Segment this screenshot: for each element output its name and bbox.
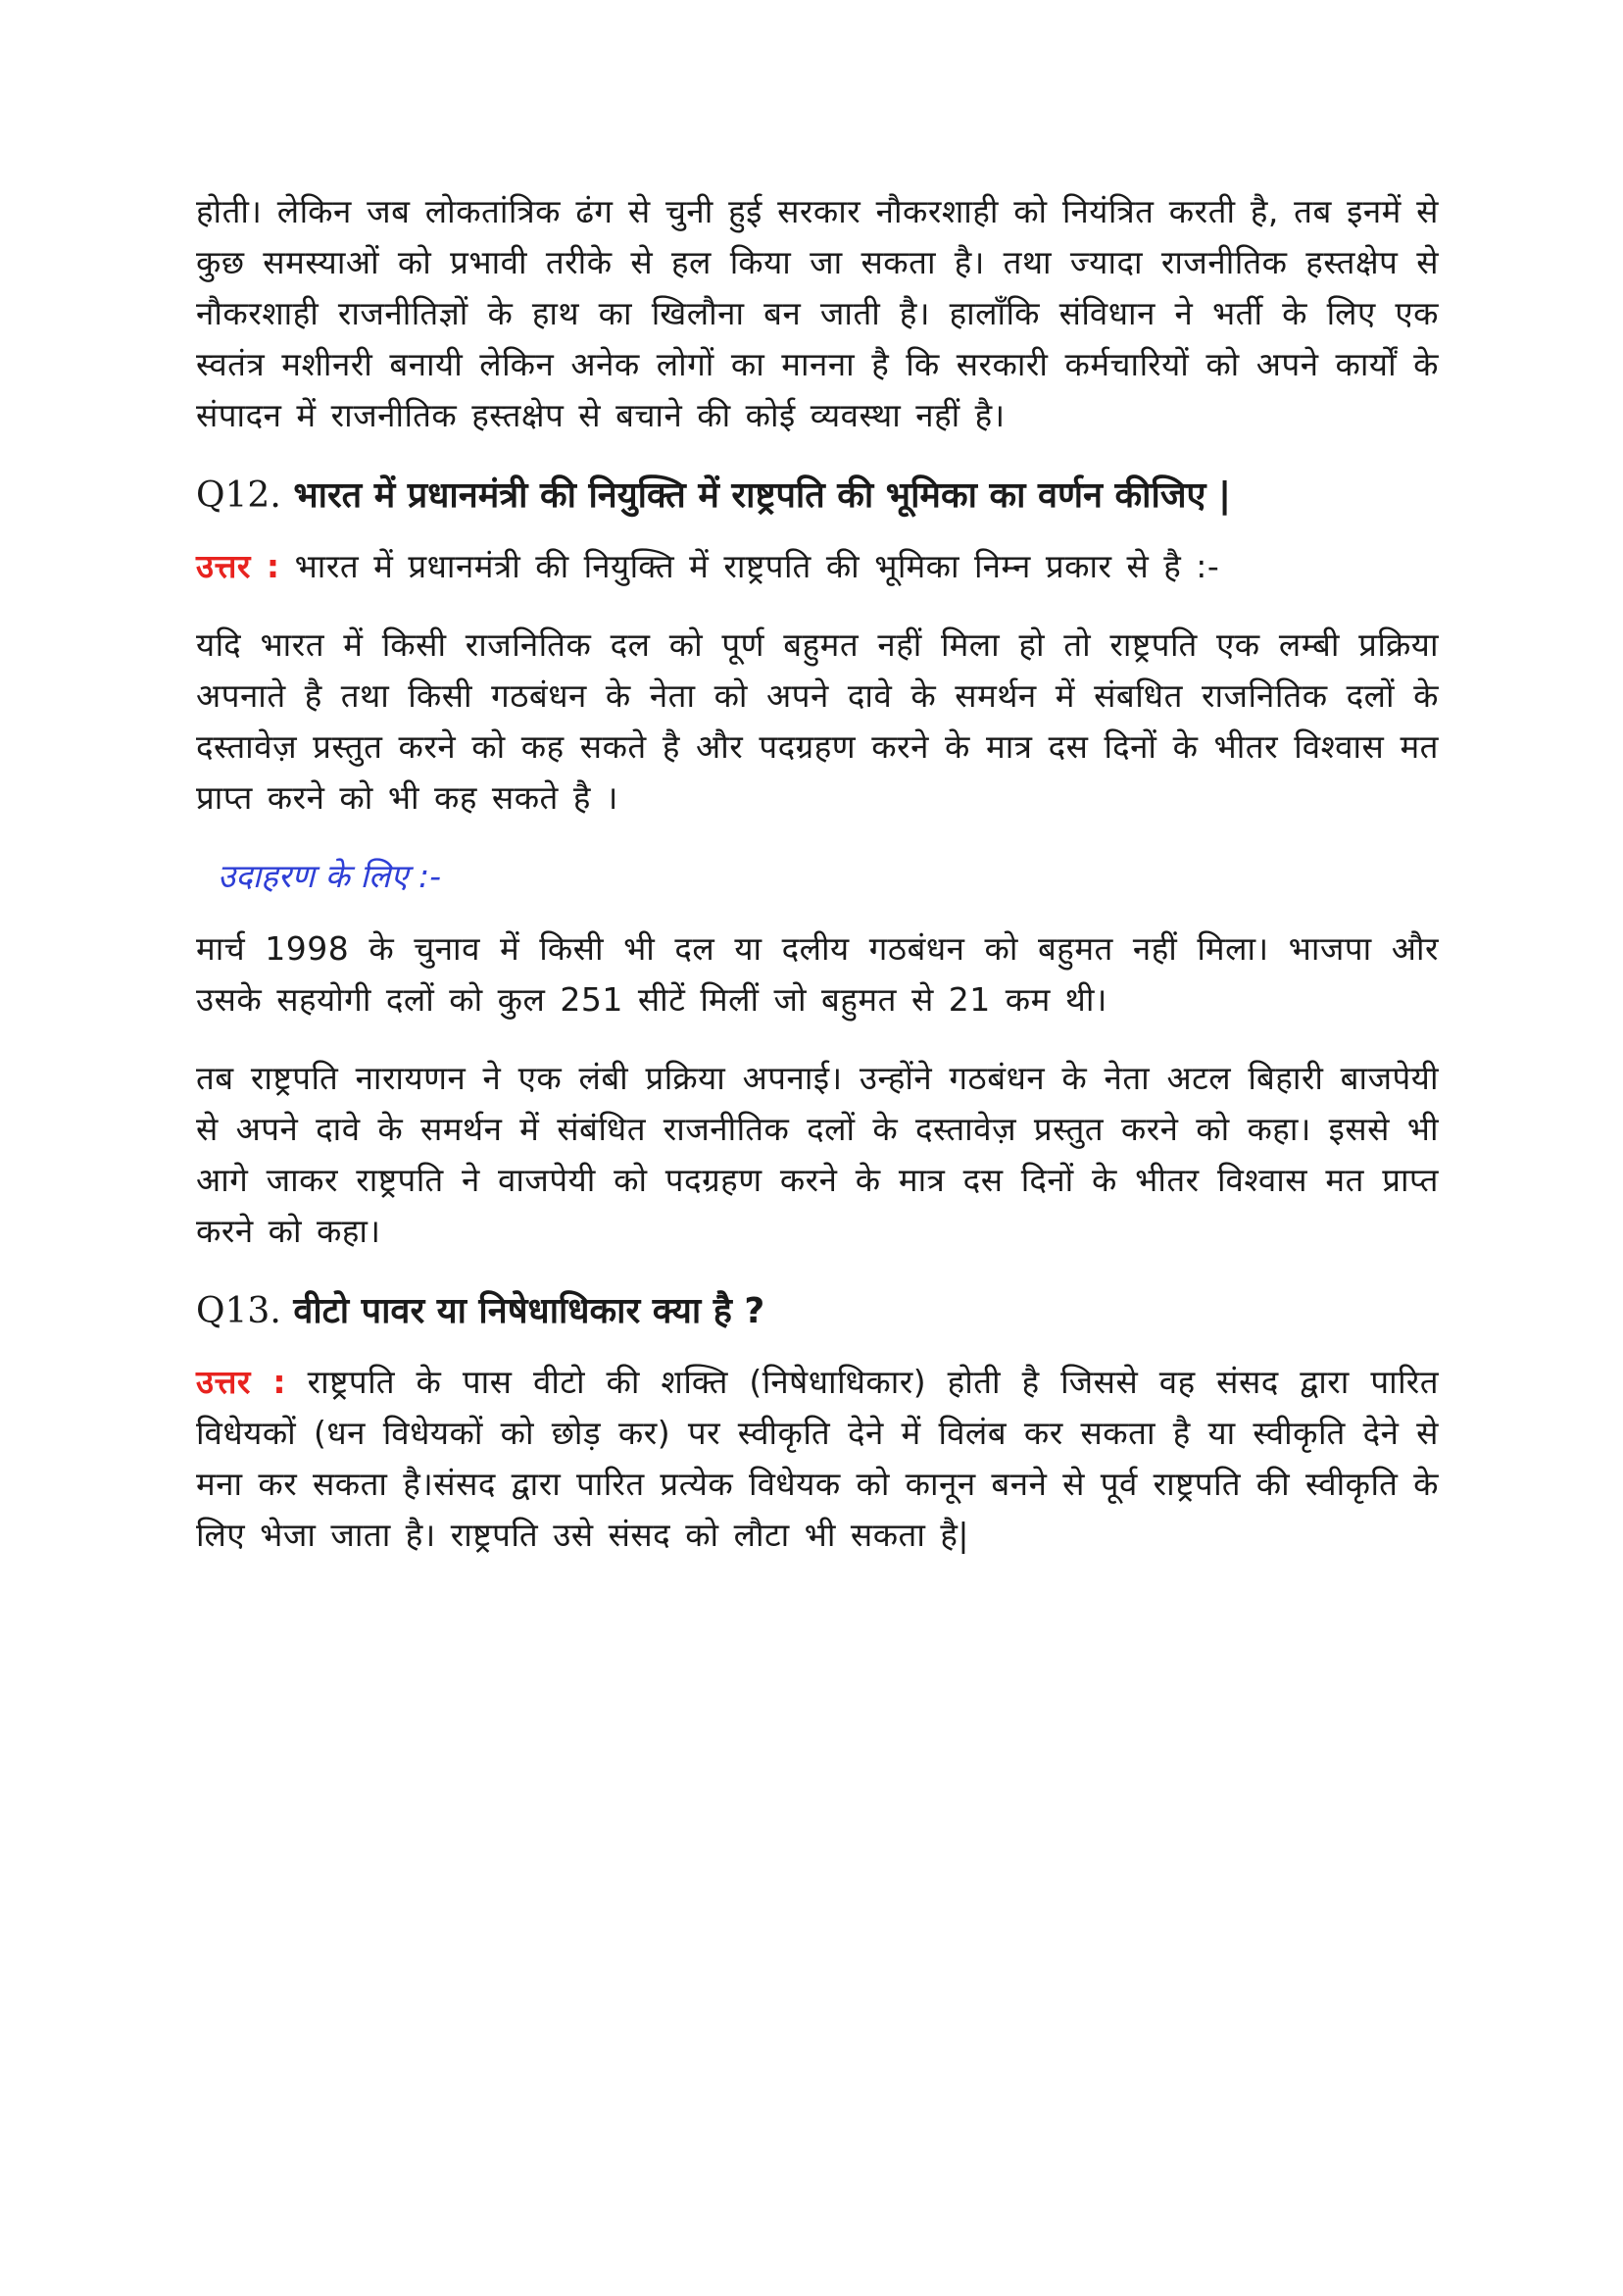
question-12-number: Q12. bbox=[196, 475, 281, 516]
question-13-number: Q13. bbox=[196, 1291, 281, 1331]
answer-12-label: उत्तर : bbox=[196, 547, 280, 585]
answer-12-intro-text: भारत में प्रधानमंत्री की नियुक्ति में राष्ट्रपति की भूमिका निम्न प्रकार से है :- bbox=[294, 547, 1220, 585]
answer-12-paragraph-1: यदि भारत में किसी राजनितिक दल को पूर्ण बहुमत नहीं मिला हो तो राष्ट्रपति एक लम्बी प्रक्रिया अपनाते है तथा किसी गठबंधन के नेता को अपने दावे के समर्थन में संबधित राजनितिक दलों के दस्तावेज़ प्रस्तुत करने को कह सकते है और पदग्रहण करने के मात्र दस दिनों के भीतर विश्वास मत प्राप्त करने को भी कह सकते है । bbox=[196, 625, 1439, 817]
question-12-heading bbox=[196, 469, 1439, 524]
question-13-heading bbox=[196, 1284, 1439, 1339]
answer-12-paragraph-2: मार्च 1998 के चुनाव में किसी भी दल या दलीय गठबंधन को बहुमत नहीं मिला। भाजपा और उसके सहयोगी दलों को कुल 251 सीटें मिलीं जो बहुमत से 21 कम थी। bbox=[196, 929, 1439, 1019]
answer-13-paragraph bbox=[196, 1357, 1439, 1561]
answer-12-paragraph-3: तब राष्ट्रपति नारायणन ने एक लंबी प्रक्रिया अपनाई। उन्होंने गठबंधन के नेता अटल बिहारी बाजपेयी से अपने दावे के समर्थन में संबंधित राजनीतिक दलों के दस्तावेज़ प्रस्तुत करने को कहा। इससे भी आगे जाकर राष्ट्रपति ने वाजपेयी को पदग्रहण करने के मात्र दस दिनों के भीतर विश्वास मत प्राप्त करने को कहा। bbox=[196, 1059, 1439, 1250]
answer-13-label: उत्तर : bbox=[196, 1363, 287, 1401]
question-13-text: वीटो पावर या निषेधाधिकार क्या है ? bbox=[293, 1291, 765, 1331]
example-label: उदाहरण के लिए :- bbox=[218, 857, 442, 895]
document-page bbox=[196, 186, 1439, 1588]
question-12-text: भारत में प्रधानमंत्री की नियुक्ति में राष्ट्रपति की भूमिका का वर्णन कीजिए | bbox=[293, 475, 1232, 516]
answer-12-intro bbox=[196, 541, 1439, 592]
intro-paragraph: होती। लेकिन जब लोकतांत्रिक ढंग से चुनी हुई सरकार नौकरशाही को नियंत्रित करती है, तब इनमें से कुछ समस्याओं को प्रभावी तरीके से हल किया जा सकता है। तथा ज्यादा राजनीतिक हस्तक्षेप से नौकरशाही राजनीतिज्ञों के हाथ का खिलौना बन जाती है। हालाँकि संविधान ने भर्ती के लिए एक स्वतंत्र मशीनरी बनायी लेकिन अनेक लोगों का मानना है कि सरकारी कर्मचारियों को अपने कार्यों के संपादन में राजनीतिक हस्तक्षेप से बचाने की कोई व्यवस्था नहीं है। bbox=[196, 192, 1439, 434]
answer-13-text: राष्ट्रपति के पास वीटो की शक्ति (निषेधाधिकार) होती है जिससे वह संसद द्वारा पारित विधेयकों (धन विधेयकों को छोड़ कर) पर स्वीकृति देने में विलंब कर सकता है या स्वीकृति देने से मना कर सकता है।संसद द्वारा पारित प्रत्येक विधेयक को कानून बनने से पूर्व राष्ट्रपति की स्वीकृति के लिए भेजा जाता है। राष्ट्रपति उसे संसद को लौटा भी सकता है| bbox=[196, 1363, 1439, 1554]
